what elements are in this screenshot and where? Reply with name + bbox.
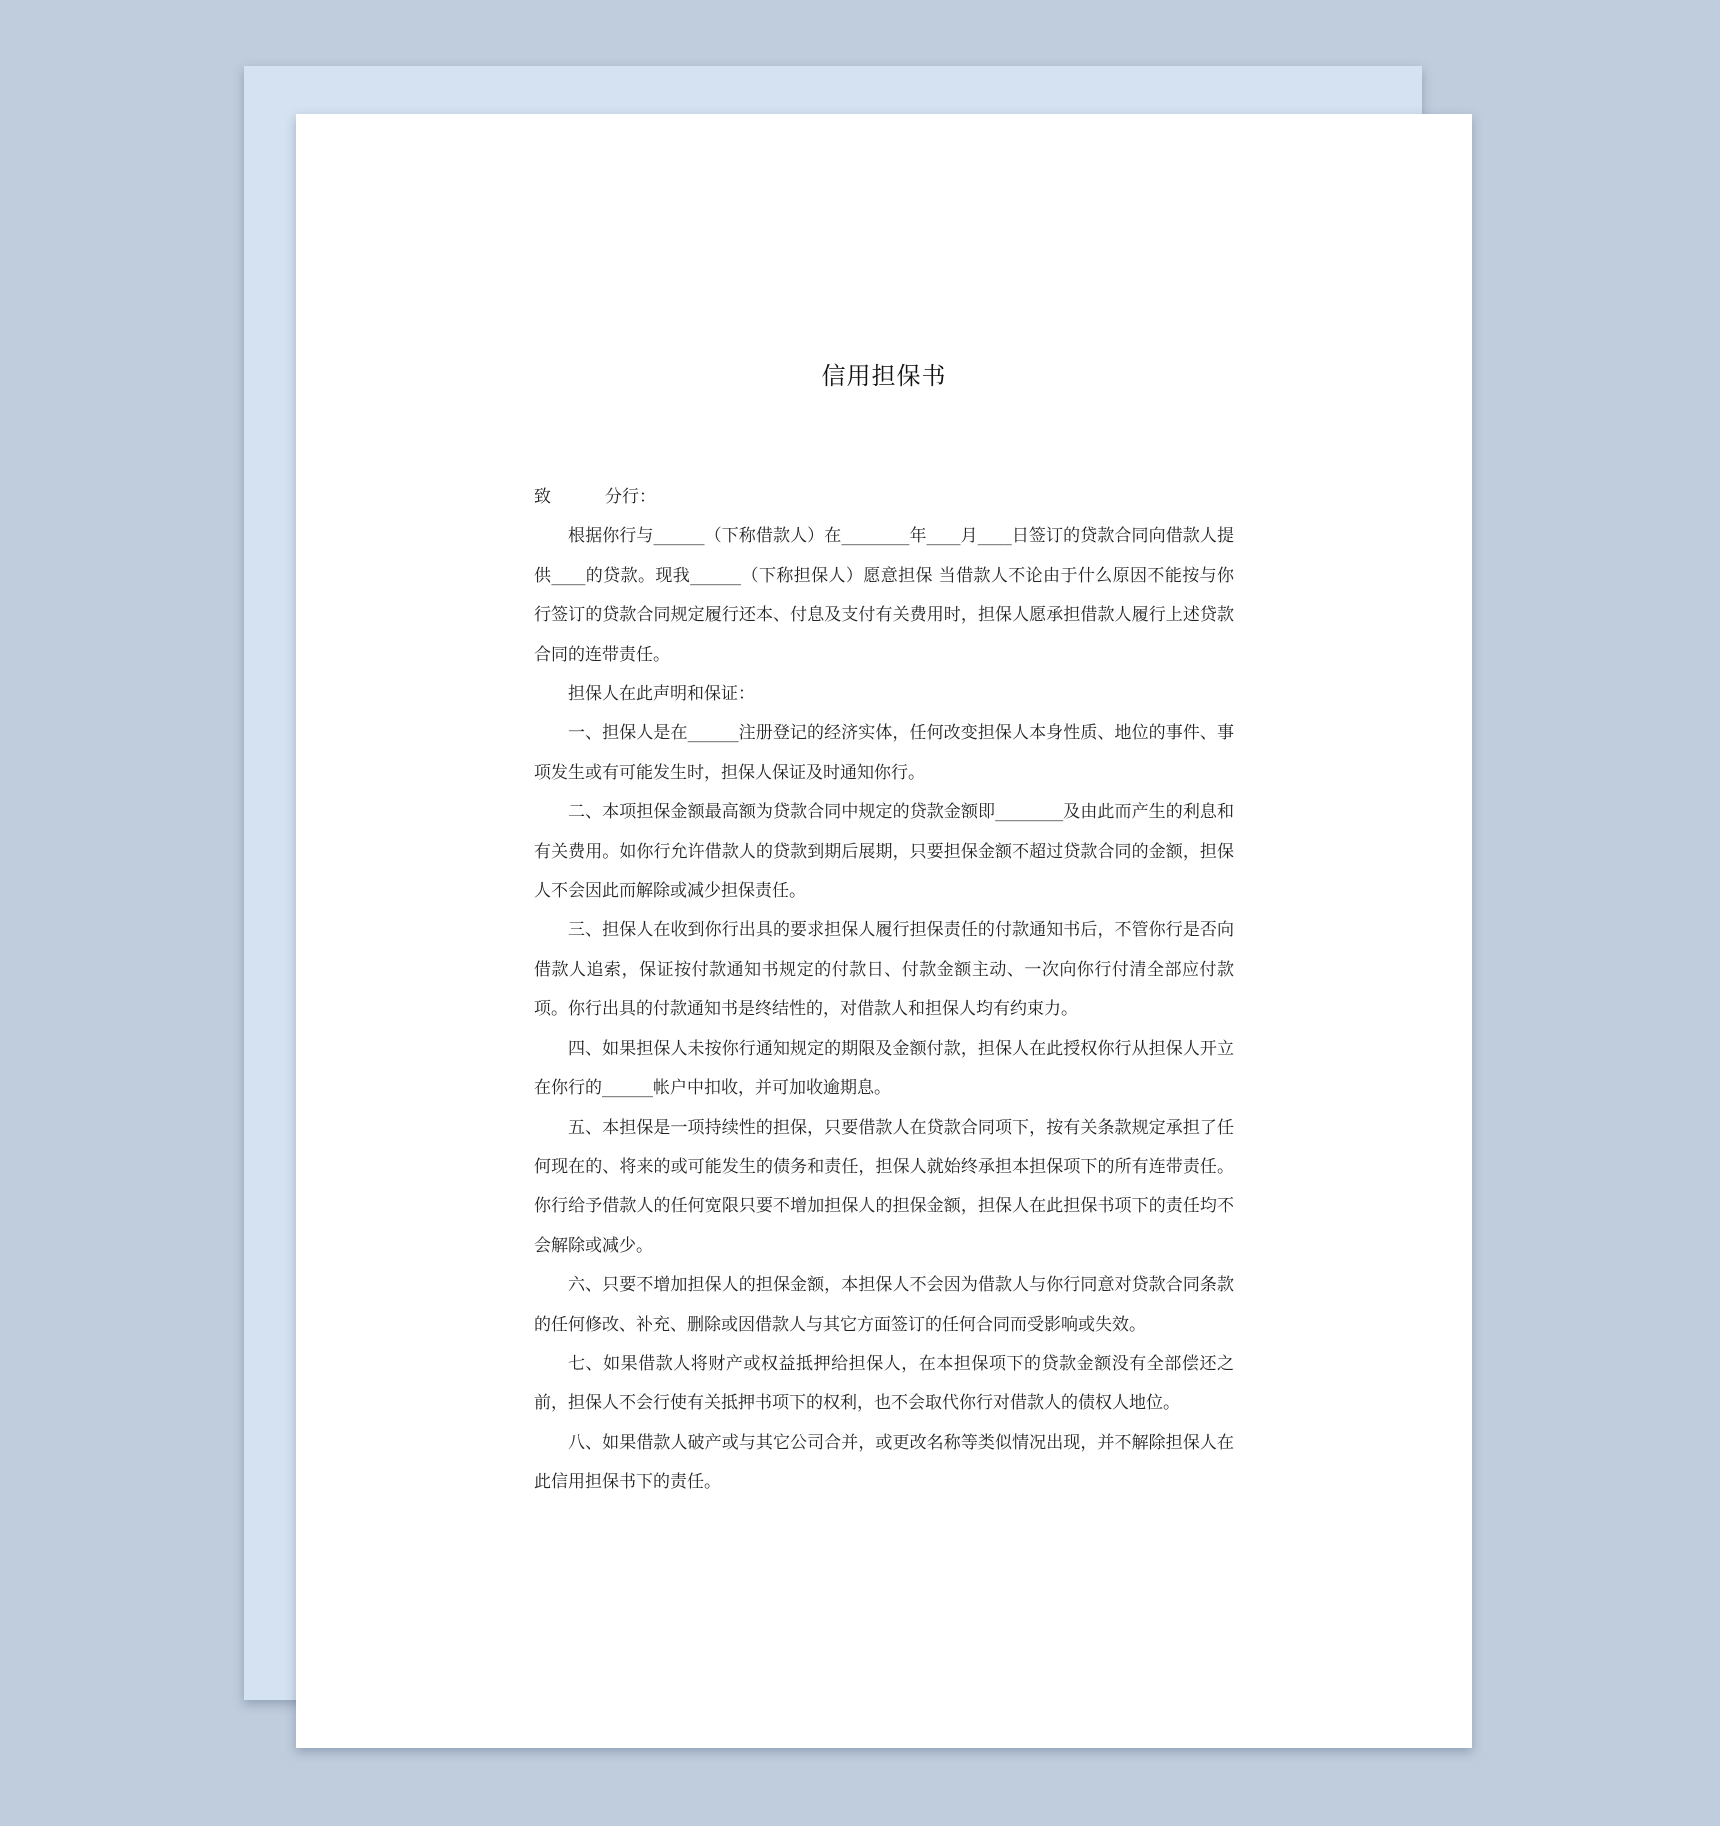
clause-1: 一、担保人是在______注册登记的经济实体，任何改变担保人本身性质、地位的事件、事项发生或有可能发生时，担保人保证及时通知你行。: [534, 723, 1234, 783]
document-body: [534, 478, 1234, 1503]
paragraph-intro: 根据你行与______（下称借款人）在________年____月____日签订的贷款合同向借款人提供____的贷款。现我______（下称担保人）愿意担保 当借款人不论由于什么原因不能按与你行签订的贷款合同规定履行还本、付息及支付有关费用时，担保人愿承担借款人履行上述贷款合同的连带责任。: [534, 526, 1234, 665]
clause-2: 二、本项担保金额最高额为贷款合同中规定的贷款金额即________及由此而产生的利息和有关费用。如你行允许借款人的贷款到期后展期，只要担保金额不超过贷款合同的金额，担保人不会因此而解除或减少担保责任。: [534, 802, 1234, 902]
clause-7: 七、如果借款人将财产或权益抵押给担保人，在本担保项下的贷款金额没有全部偿还之前，担保人不会行使有关抵押书项下的权利，也不会取代你行对借款人的债权人地位。: [534, 1353, 1234, 1414]
clause-3: 三、担保人在收到你行出具的要求担保人履行担保责任的付款通知书后，不管你行是否向借款人追索，保证按付款通知书规定的付款日、付款金额主动、一次向你行付清全部应付款项。你行出具的付款通知书是终结性的，对借款人和担保人均有约束力。: [534, 920, 1234, 1020]
clause-4: 四、如果担保人未按你行通知规定的期限及金额付款，担保人在此授权你行从担保人开立在你行的______帐户中扣收，并可加收逾期息。: [534, 1038, 1234, 1099]
clause-6: 六、只要不增加担保人的担保金额，本担保人不会因为借款人与你行同意对贷款合同条款的任何修改、补充、删除或因借款人与其它方面签订的任何合同而受影响或失效。: [534, 1275, 1234, 1335]
clause-8: 八、如果借款人破产或与其它公司合并，或更改名称等类似情况出现，并不解除担保人在此信用担保书下的责任。: [534, 1432, 1234, 1493]
clause-5: 五、本担保是一项持续性的担保，只要借款人在贷款合同项下，按有关条款规定承担了任何现在的、将来的或可能发生的债务和责任，担保人就始终承担本担保项下的所有连带责任。你行给予借款人的任何宽限只要不增加担保人的担保金额，担保人在此担保书项下的责任均不会解除或减少。: [534, 1117, 1234, 1256]
address-line: 致 分行：: [534, 487, 657, 507]
document-title: 信用担保书: [821, 362, 947, 390]
document-page: [296, 114, 1472, 1748]
paragraph-declaration: 担保人在此声明和保证：: [568, 684, 755, 705]
